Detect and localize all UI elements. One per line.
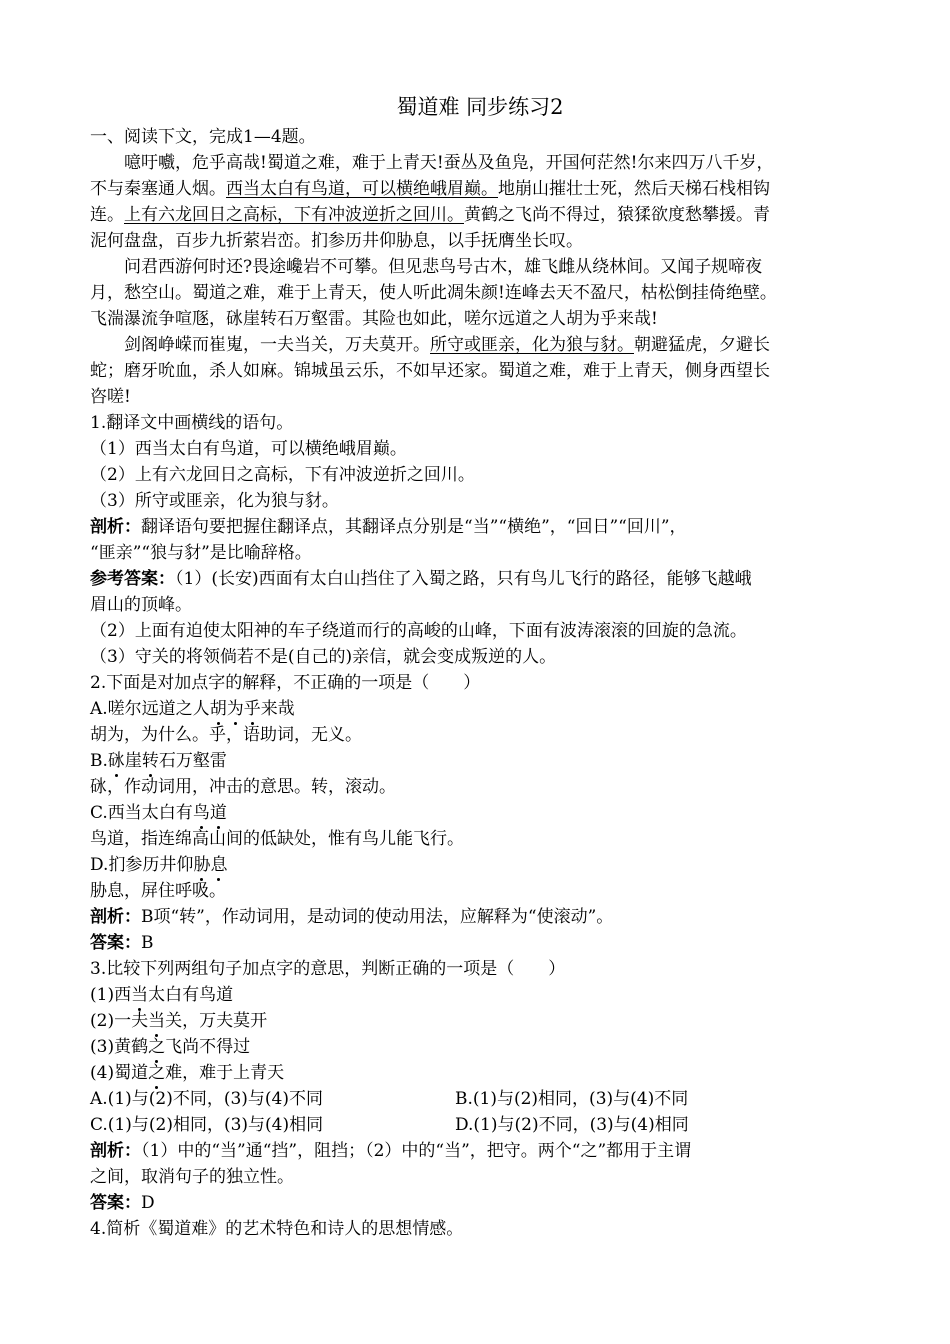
passage-line: 飞湍瀑流争喧豗，砯崖转石万壑雷。其险也如此，嗟尔远道之人胡为乎来哉! [90, 309, 658, 329]
dotted-char: 当 [148, 1008, 165, 1034]
passage-line [90, 202, 870, 228]
question-4 [90, 1216, 870, 1242]
option-text: C.西当太白有 [90, 803, 193, 823]
option-c [90, 800, 870, 826]
answer [90, 1190, 870, 1216]
option-text: 石万壑雷 [158, 751, 227, 771]
option-b [90, 748, 870, 774]
sentence-text: (3)黄鹤 [90, 1037, 149, 1057]
sentence-text: 关，万夫莫开 [165, 1011, 268, 1031]
question-item: （3）所守或匪亲，化为狼与豺。 [90, 491, 339, 511]
answer [90, 566, 870, 592]
option-b: B.(1)与(2)相同，(3)与(4)不同 [455, 1089, 689, 1109]
dotted-char: 之 [148, 1034, 165, 1060]
option-a: A.(1)与(2)不同，(3)与(4)不同 [90, 1089, 324, 1109]
dotted-char: 之 [148, 1060, 165, 1086]
passage-line: 咨嗟! [90, 387, 131, 407]
underlined-sentence: 西当太白有鸟道，可以横绝峨眉巅。 [226, 179, 498, 199]
answer-text: 眉山的顶峰。 [90, 595, 192, 615]
passage-text: 不与秦塞通人烟。 [90, 179, 226, 199]
option-explanation: 砯，作动词用，冲击的意思。转，滚动。 [90, 777, 396, 797]
dotted-char: 道 [210, 800, 227, 826]
answer-text: （2）上面有迫使太阳神的车子绕道而行的高峻的山峰，下面有波涛滚滚的回旋的急流。 [90, 621, 747, 641]
analysis [90, 514, 870, 540]
option-text: D.扪参历井仰 [90, 855, 194, 875]
analysis [90, 904, 870, 930]
passage-line [90, 332, 870, 358]
passage-line: 泥何盘盘，百步九折萦岩峦。扪参历井仰胁息，以手抚膺坐长叹。 [90, 231, 583, 251]
passage-line: 问君西游何时还?畏途巉岩不可攀。但见悲鸟号古木，雄飞雌从绕林间。又闻子规啼夜 [124, 257, 763, 277]
passage-line [90, 176, 870, 202]
option-d [90, 852, 870, 878]
answer-label: 答案： [90, 933, 141, 953]
question-text: 4.简析《蜀道难》的艺术特色和诗人的思想情感。 [90, 1219, 464, 1239]
question-2 [90, 670, 870, 956]
option-explanation: 鸟道，指连绵高山间的低缺处，惟有鸟儿能飞行。 [90, 829, 464, 849]
sentence-text: (2)一夫 [90, 1011, 149, 1031]
dotted-char: 当 [131, 982, 148, 1008]
analysis-text: 之间，取消句子的独立性。 [90, 1167, 294, 1187]
document-title: 蜀道难 同步练习2 [396, 95, 564, 119]
passage-text: 黄鹤之飞尚不得过，猿猱欲度愁攀援。青 [464, 205, 770, 225]
question-3 [90, 956, 870, 1216]
answer-label: 答案： [90, 1193, 141, 1213]
sentence-text: 难，难于上青天 [165, 1063, 285, 1083]
answer-text: （3）守关的将领倘若不是(自己的)亲信，就会变成叛逆的人。 [90, 647, 557, 667]
passage-line: 蛇；磨牙吮血，杀人如麻。锦城虽云乐，不如早还家。蜀道之难，难于上青天，侧身西望长 [90, 361, 770, 381]
passage-line: 噫吁嚱，危乎高哉!蜀道之难，难于上青天!蚕丛及鱼凫，开国何茫然!尔来四万八千岁， [124, 153, 774, 173]
option-text: A.嗟尔远道之人 [90, 699, 210, 719]
reading-passage [90, 150, 870, 410]
passage-text: 剑阁峥嵘而崔嵬，一夫当关，万夫莫开。 [124, 335, 430, 355]
option-row [90, 1086, 870, 1112]
option-text: 来哉 [260, 699, 295, 719]
question-item: （2）上有六龙回日之高标，下有冲波逆折之回川。 [90, 465, 475, 485]
answer-text: （1）(长安)西面有太白山挡住了入蜀之路，只有鸟儿飞行的路径，能够飞越峨 [175, 569, 752, 589]
analysis-label: 剖析： [90, 907, 141, 927]
question-1 [90, 410, 870, 670]
question-item: （1）西当太白有鸟道，可以横绝峨眉巅。 [90, 439, 407, 459]
question-text: 2.下面是对加点字的解释，不正确的一项是（ ） [90, 673, 481, 693]
sentence-2 [90, 1008, 870, 1034]
dotted-char: 乎 [244, 696, 261, 722]
underlined-sentence: 上有六龙回日之高标，下有冲波逆折之回川。 [124, 205, 464, 225]
dotted-char: 胁 [193, 852, 210, 878]
section-heading: 一、阅读下文，完成1—4题。 [90, 127, 316, 147]
passage-text: 连。 [90, 205, 124, 225]
option-text: B. [90, 751, 108, 771]
analysis-label: 剖析： [90, 1141, 141, 1161]
dotted-char: 胡 [210, 696, 227, 722]
passage-line: 月，愁空山。蜀道之难，难于上青天，使人听此凋朱颜!连峰去天不盈尺，枯松倒挂倚绝壁。 [90, 283, 777, 303]
option-explanation: 胡为，为什么。乎，语助词，无义。 [90, 725, 362, 745]
underlined-sentence: 所守或匪亲，化为狼与豺。 [430, 335, 634, 355]
dotted-char: 转 [142, 748, 159, 774]
analysis-text: 翻译语句要把握住翻译点，其翻译点分别是“当”“横绝”，“回日”“回川”， [141, 517, 687, 537]
option-a [90, 696, 870, 722]
option-c: C.(1)与(2)相同，(3)与(4)相同 [90, 1115, 324, 1135]
document-page [90, 92, 870, 1242]
sentence-1 [90, 982, 870, 1008]
sentence-text: (1)西 [90, 985, 132, 1005]
option-d: D.(1)与(2)不同，(3)与(4)相同 [455, 1115, 689, 1135]
option-text: 崖 [124, 751, 142, 771]
analysis-text: “匪亲”“狼与豺”是比喻辞格。 [90, 543, 312, 563]
question-text: 1.翻译文中画横线的语句。 [90, 413, 294, 433]
answer-text: B [141, 933, 154, 953]
analysis-text: B项“转”，作动词用，是动词的使动用法，应解释为“使滚动”。 [141, 907, 614, 927]
sentence-4 [90, 1060, 870, 1086]
sentence-text: (4)蜀道 [90, 1063, 149, 1083]
dotted-char: 息 [210, 852, 227, 878]
passage-text: 地崩山摧壮士死，然后天梯石栈相钩 [498, 179, 770, 199]
analysis-text: （1）中的“当”通“挡”，阻挡；（2）中的“当”，把守。两个“之”都用于主谓 [141, 1141, 692, 1161]
analysis [90, 1138, 870, 1164]
option-explanation: 胁息，屏住呼吸。 [90, 881, 226, 901]
dotted-char: 为 [227, 696, 244, 722]
answer-label: 参考答案： [90, 569, 175, 589]
sentence-3 [90, 1034, 870, 1060]
passage-text: 朝避猛虎，夕避长 [634, 335, 770, 355]
sentence-text: 太白有鸟道 [148, 985, 234, 1005]
dotted-char: 砯 [108, 748, 125, 774]
dotted-char: 鸟 [193, 800, 210, 826]
answer [90, 930, 870, 956]
question-text: 3.比较下列两组句子加点字的意思，判断正确的一项是（ ） [90, 959, 566, 979]
option-row [90, 1112, 870, 1138]
sentence-text: 飞尚不得过 [165, 1037, 251, 1057]
analysis-label: 剖析： [90, 517, 141, 537]
answer-text: D [141, 1193, 155, 1213]
